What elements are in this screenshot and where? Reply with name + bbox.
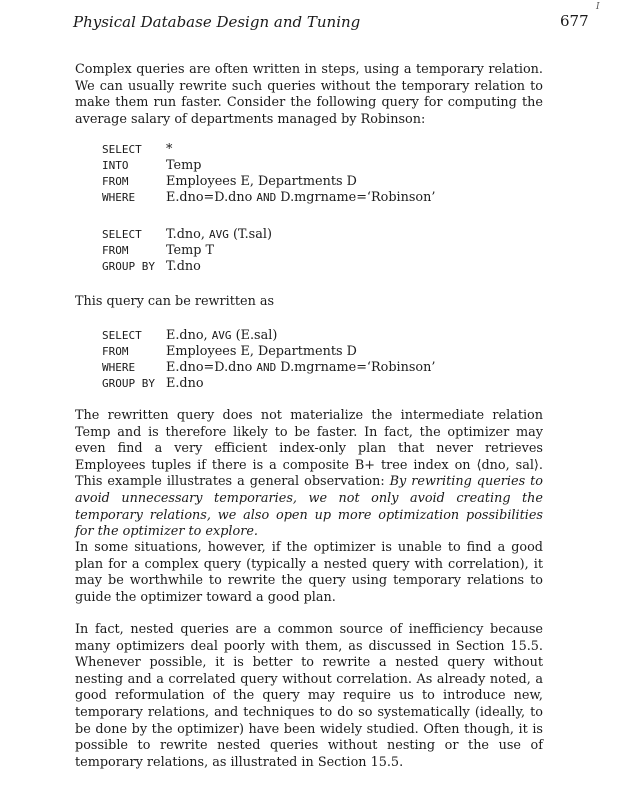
sql-column: (E.sal) — [231, 328, 278, 343]
sql-keyword: GROUP BY — [102, 377, 155, 390]
sql-argument: Employees E, Departments D — [166, 174, 357, 189]
sql-keyword: SELECT — [102, 329, 142, 342]
sql-and-keyword: AND — [256, 191, 277, 204]
sql-argument: * — [166, 142, 173, 157]
sql-condition: E.dno=D.dno — [166, 190, 257, 205]
paragraph-nested-queries: In fact, nested queries are a common source of inefficiency because many optimizers deal poorly with them, as discussed in Section 15.5. Whenever possible, it is better to rewrite a nested query without nesting and a correlated query without correlation. As already noted, a good reformulation of the query may require us to introduce new, temporary relations, and techniques to do so systematically (ideally, to be done by the optimizer) have been widely studied. Often though, it is possible to rewrite nested queries without nesting or the use of temporary relations, as illustrated in Section 15.5. — [75, 622, 543, 770]
sql-select-row — [102, 142, 435, 158]
sql-groupby-row — [102, 376, 435, 392]
sql-condition: D.mgrname=‘Robinson’ — [276, 190, 436, 205]
sql-avg-keyword: AVG — [211, 329, 232, 342]
sql-argument: T.dno — [166, 259, 201, 274]
running-header-title: Physical Database Design and Tuning — [73, 13, 361, 31]
sql-keyword: WHERE — [102, 361, 136, 374]
page-number: 677 — [560, 12, 589, 30]
sql-argument — [166, 328, 277, 344]
sql-condition: E.dno=D.dno — [166, 360, 257, 375]
sql-keyword: SELECT — [102, 143, 142, 156]
sql-select-row — [102, 328, 435, 344]
sql-query-temp — [102, 142, 435, 206]
sql-groupby-row — [102, 259, 272, 275]
observation-emphasis: By rewriting queries to avoid unnecessary temporaries, we not only avoid creating the temporary relations, we also open up more optimization possibilities for the optimizer to explore. — [75, 474, 543, 540]
sql-and-keyword: AND — [256, 361, 277, 374]
sql-keyword: INTO — [102, 159, 129, 172]
paragraph-intro: Complex queries are often written in steps, using a temporary relation. We can usually rewrite such queries without the temporary relation to make them run faster. Consider the following query for computing the average salary of departments managed by Robinson: — [75, 62, 543, 127]
sql-argument: Employees E, Departments D — [166, 344, 357, 359]
sql-query-aggregate — [102, 227, 272, 275]
corner-mark: I — [596, 2, 600, 12]
paragraph-observation — [75, 408, 543, 541]
sql-from-row — [102, 344, 435, 360]
sql-keyword: FROM — [102, 244, 129, 257]
sql-column: E.dno, — [166, 328, 212, 343]
sql-query-rewritten — [102, 328, 435, 392]
sql-argument — [166, 227, 272, 243]
sql-keyword: FROM — [102, 345, 129, 358]
sql-column: (T.sal) — [228, 227, 272, 242]
sql-argument — [166, 190, 435, 206]
sql-condition: D.mgrname=‘Robinson’ — [276, 360, 436, 375]
sql-where-row — [102, 360, 435, 376]
paragraph-temporaries: In some situations, however, if the optimizer is unable to find a good plan for a complex query (typically a nested query with correlation), it may be worthwhile to rewrite the query using temporary relations to guide the optimizer toward a good plan. — [75, 540, 543, 605]
sql-argument: Temp T — [166, 243, 215, 258]
sql-keyword: WHERE — [102, 191, 136, 204]
sql-argument — [166, 360, 435, 376]
sql-from-row — [102, 243, 272, 259]
sql-column: T.dno, — [166, 227, 209, 242]
observation-text: The rewritten query does not materialize the intermediate relation Temp and is therefore likely to be faster. In fact, the optimizer may even find a very efficient index-only plan that never retrieves Employees tuples if there is a composite B+ tree index on ⟨dno, sal⟩. This example illustrates a general observation: — [75, 408, 543, 490]
sql-from-row — [102, 174, 435, 190]
sql-keyword: FROM — [102, 175, 129, 188]
sql-argument: E.dno — [166, 376, 204, 391]
sql-avg-keyword: AVG — [209, 228, 229, 241]
sql-into-row — [102, 158, 435, 174]
sql-keyword: GROUP BY — [102, 260, 155, 273]
sql-keyword: SELECT — [102, 228, 142, 241]
paragraph-rewrite-intro: This query can be rewritten as — [75, 294, 275, 309]
sql-argument: Temp — [166, 158, 202, 173]
sql-where-row — [102, 190, 435, 206]
sql-select-row — [102, 227, 272, 243]
